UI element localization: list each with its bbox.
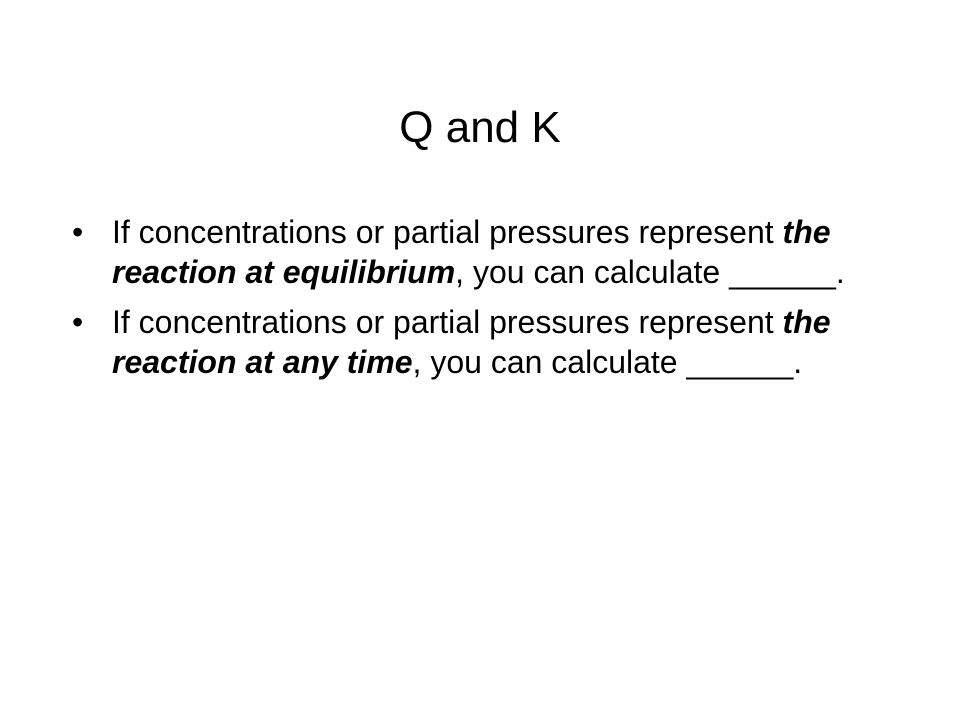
bullet-emphasis: the reaction at any time	[112, 304, 831, 380]
bullet-icon: •	[72, 214, 84, 250]
bullet-icon: •	[72, 304, 84, 340]
bullet-text-start: If concentrations or partial pressures represent	[112, 304, 783, 340]
bullet-text-end: , you can calculate ______.	[455, 254, 845, 290]
bullet-text-start: If concentrations or partial pressures represent	[112, 214, 783, 250]
bullet-item-any-time	[72, 302, 892, 382]
bullet-list	[72, 212, 892, 392]
bullet-item-equilibrium	[72, 212, 892, 292]
slide-title: Q and K	[399, 103, 561, 152]
bullet-emphasis: the reaction at equilibrium	[112, 214, 831, 290]
bullet-text-end: , you can calculate ______.	[412, 344, 803, 380]
